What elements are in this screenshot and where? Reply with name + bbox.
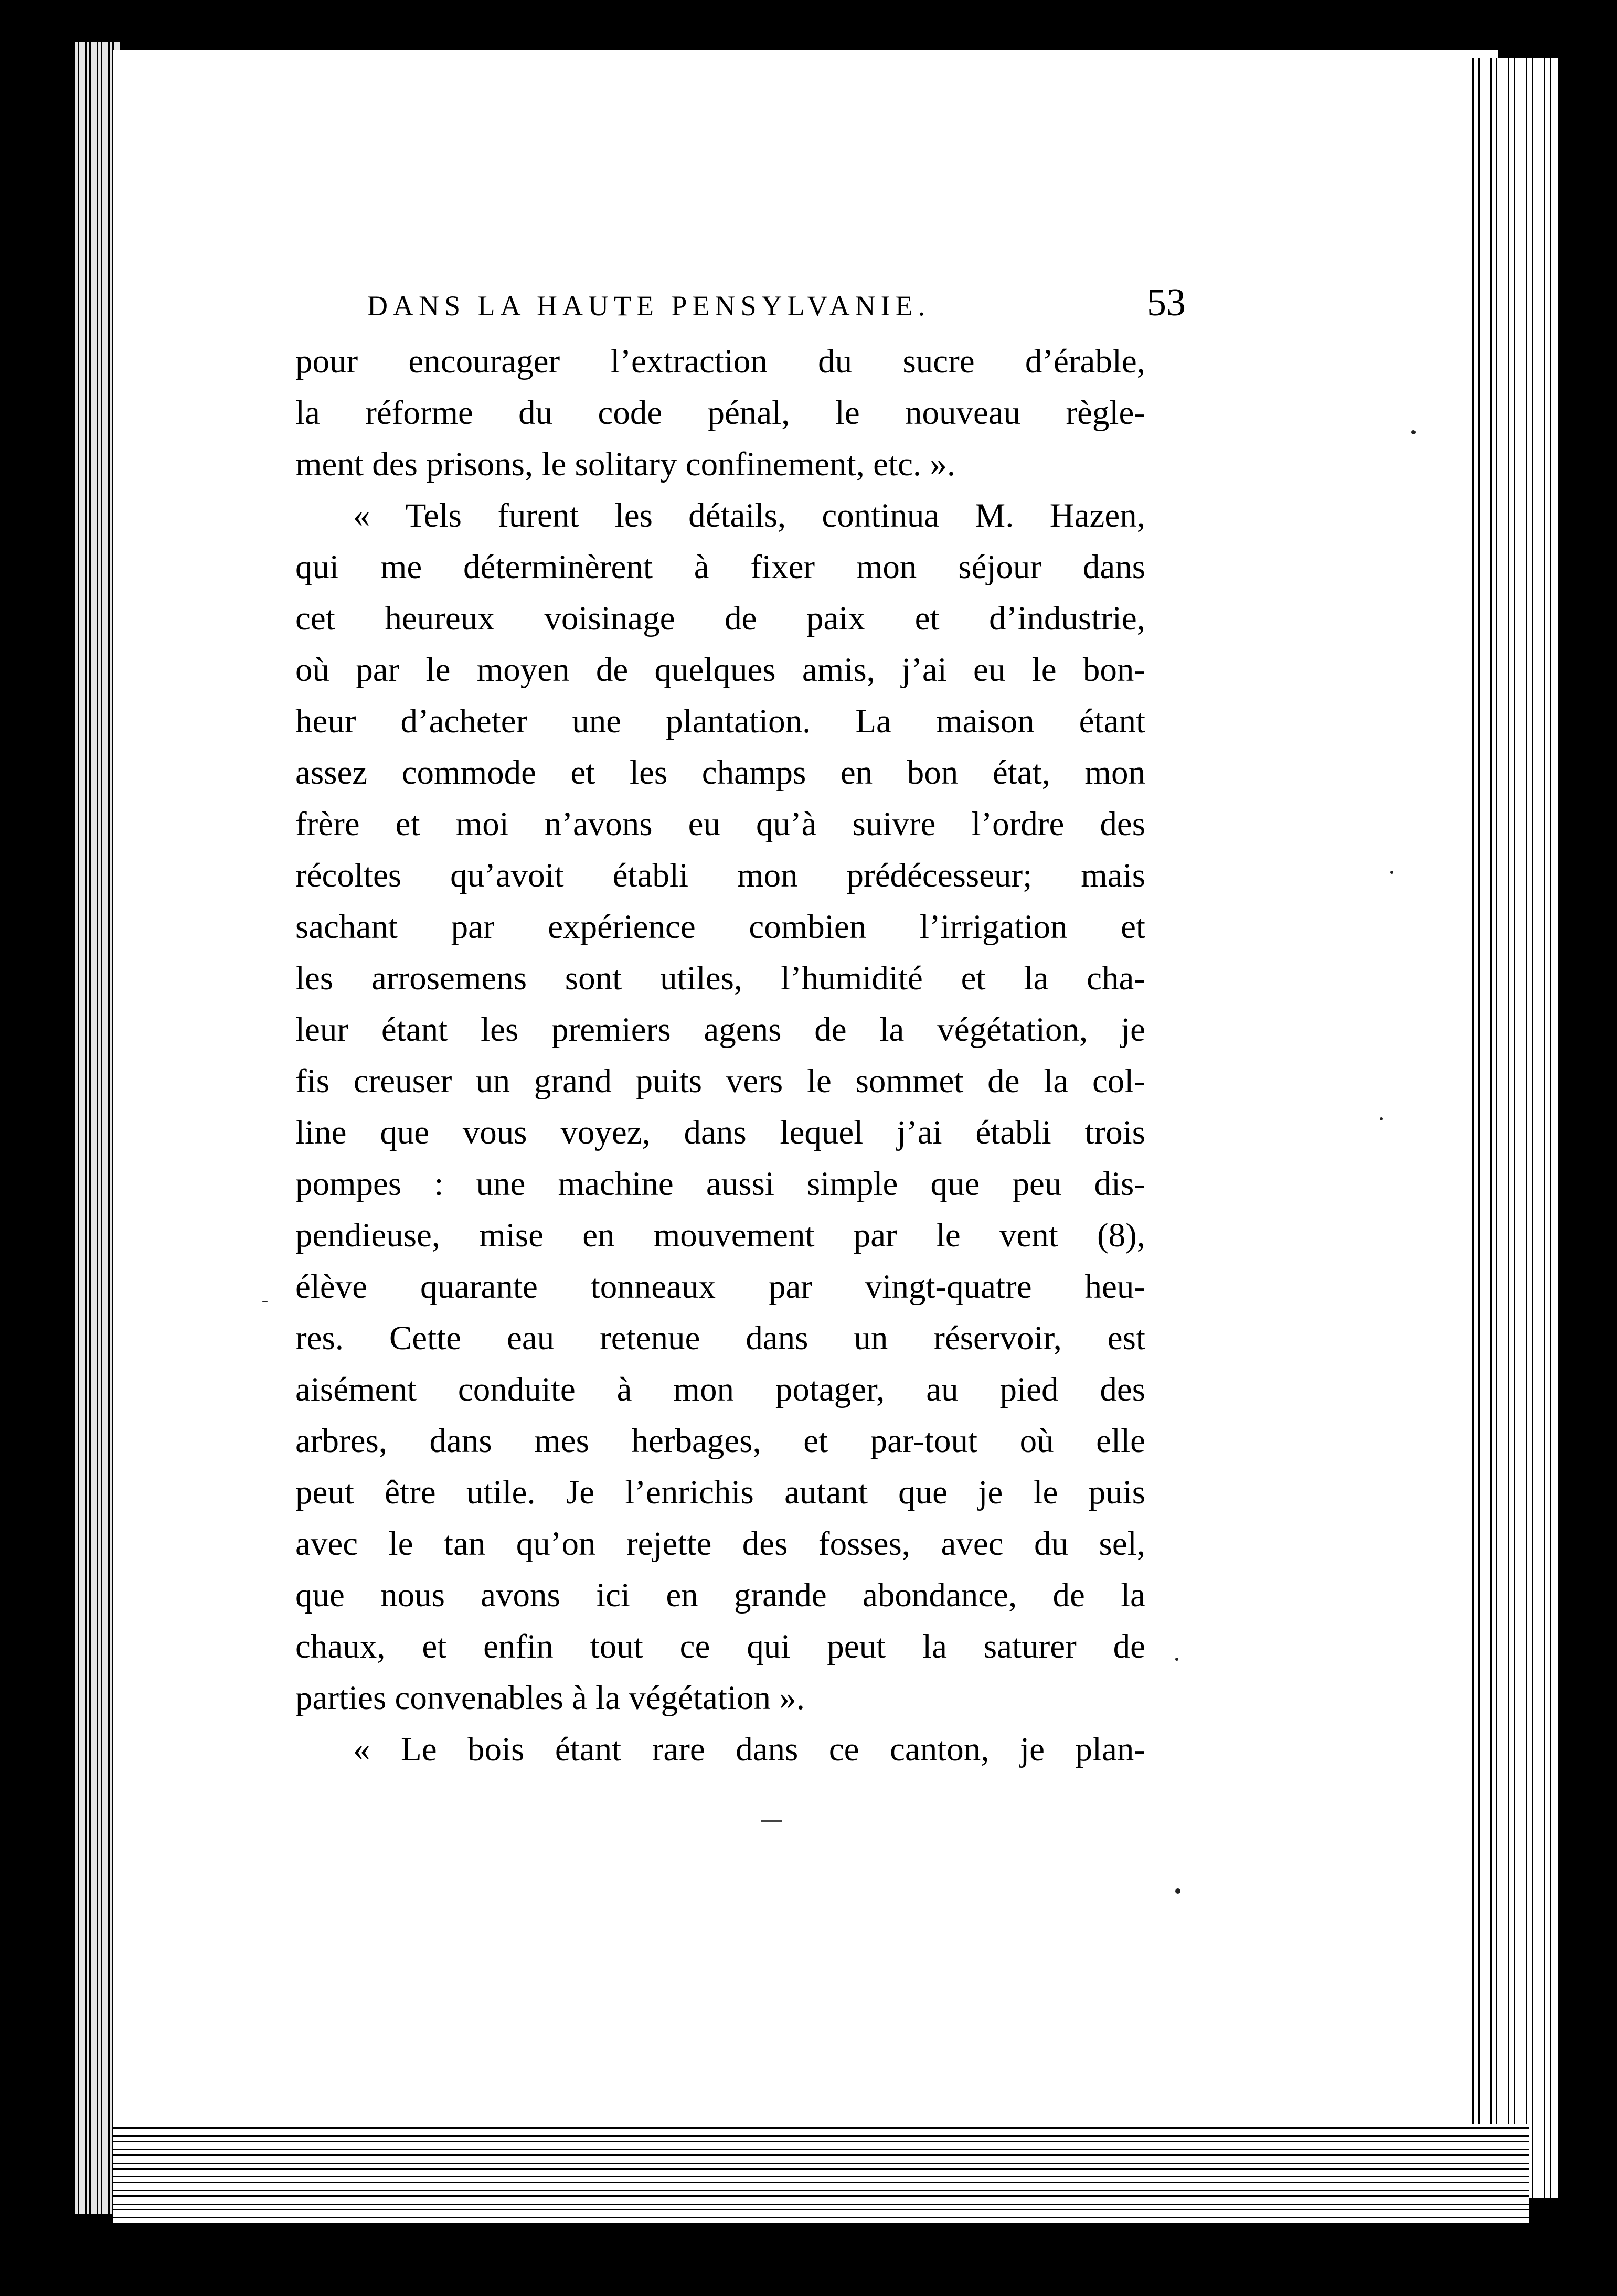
text-line: récoltes qu’avoit établi mon prédécesseur; mais [295,857,1145,894]
text-line: cet heureux voisinage de paix et d’industrie, [295,600,1145,637]
text-line: res. Cette eau retenue dans un réservoir, est [295,1319,1145,1357]
text-line: les arrosemens sont utiles, l’humidité et la cha- [295,959,1145,997]
bottom-page-edge [113,2124,1529,2224]
ink-mark [761,1820,782,1822]
text-line: avec le tan qu’on rejette des fosses, avec du sel, [295,1525,1145,1563]
ink-speck [1390,871,1393,874]
text-line: heur d’acheter une plantation. La maison étant [295,702,1145,740]
text-line: pendieuse, mise en mouvement par le vent (8), [295,1216,1145,1254]
text-line: parties convenables à la végétation ». [295,1679,805,1717]
text-line: peut être utile. Je l’enrichis autant que je le puis [295,1473,1145,1511]
text-line: frère et moi n’avons eu qu’à suivre l’ordre des [295,805,1145,843]
text-line: où par le moyen de quelques amis, j’ai eu le bon- [295,651,1145,689]
ink-speck [1380,1117,1383,1120]
text-line: élève quarante tonneaux par vingt-quatre heu- [295,1268,1145,1306]
text-line: aisément conduite à mon potager, au pied des [295,1371,1145,1408]
text-line: arbres, dans mes herbages, et par-tout où elle [295,1422,1145,1460]
text-line: ment des prisons, le solitary confinement, etc. ». [295,445,956,483]
ink-speck [1175,1658,1178,1661]
text-line: qui me déterminèrent à fixer mon séjour dans [295,548,1145,586]
running-title: DANS LA HAUTE PENSYLVANIE. [367,290,931,322]
text-line: line que vous voyez, dans lequel j’ai établi trois [295,1114,1145,1151]
page-number: 53 [1147,281,1186,324]
ink-speck [1411,430,1416,434]
body-text [295,336,1145,1775]
text-line: « Tels furent les détails, continua M. Hazen, [353,497,1145,535]
text-line: pour encourager l’extraction du sucre d’érable, [295,343,1145,380]
text-line: fis creuser un grand puits vers le sommet de la col- [295,1062,1145,1100]
text-line: leur étant les premiers agens de la végétation, je [295,1011,1145,1049]
ink-speck [1175,1888,1180,1894]
running-head [367,281,1186,328]
text-line: chaux, et enfin tout ce qui peut la saturer de [295,1628,1145,1665]
ink-speck [262,1301,268,1302]
text-line: « Le bois étant rare dans ce canton, je plan- [353,1731,1145,1768]
text-line: que nous avons ici en grande abondance, de la [295,1576,1145,1614]
right-page-edge [1469,58,1558,2198]
text-line: pompes : une machine aussi simple que peu dis- [295,1165,1145,1203]
text-line: assez commode et les champs en bon état, mon [295,754,1145,792]
text-line: la réforme du code pénal, le nouveau règle- [295,394,1145,432]
text-line: sachant par expérience combien l’irrigation et [295,908,1145,946]
